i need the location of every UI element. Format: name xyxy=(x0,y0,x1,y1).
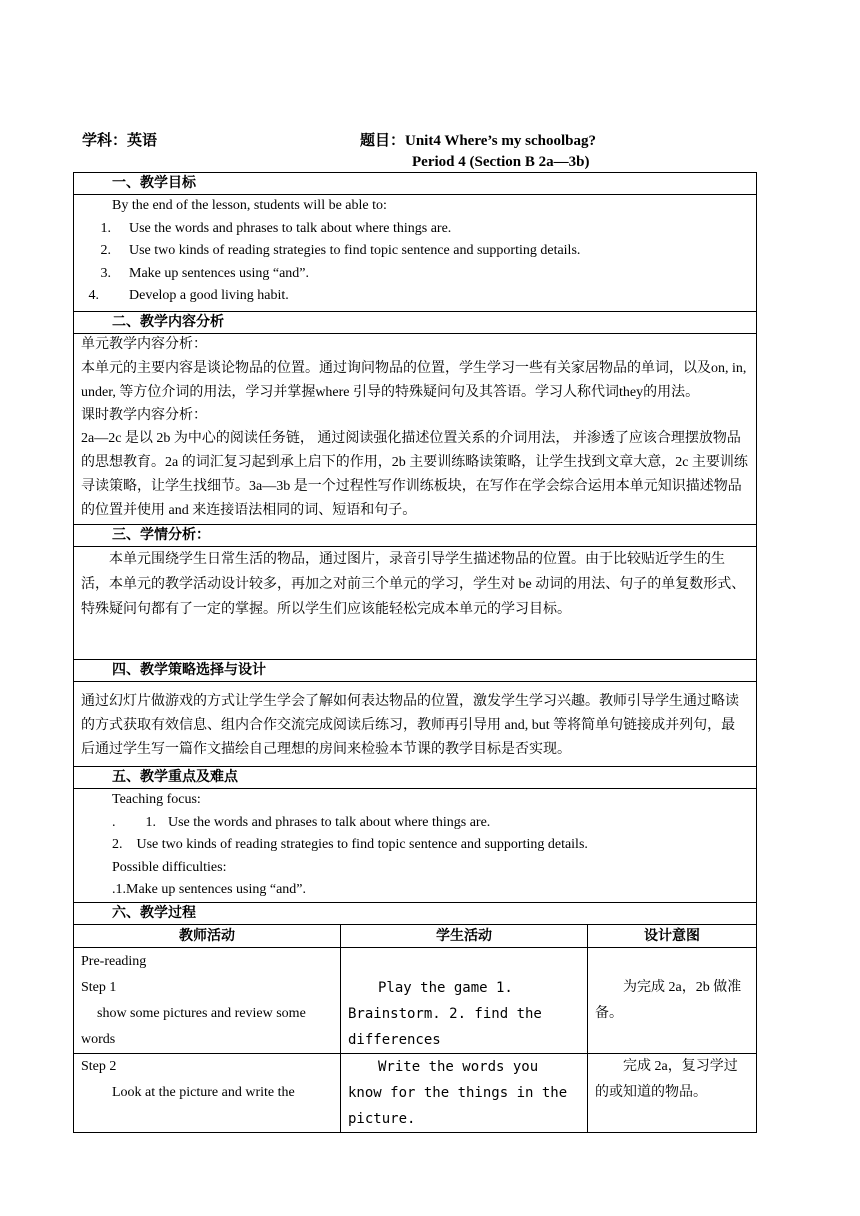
difficulties-label: Possible difficulties: xyxy=(112,859,227,875)
teacher-activity: Look at the picture and write the xyxy=(112,1084,295,1100)
table-row xyxy=(74,947,757,1053)
col-header-teacher: 教师活动 xyxy=(74,924,341,947)
topic-title: 题目：Unit4 Where’s my schoolbag? xyxy=(360,133,596,149)
unit-analysis-text: 本单元的主要内容是谈论物品的位置。通过询问物品的位置，学生学习一些有关家居物品的单词，以及on, in, under, 等方位介词的用法，学习并掌握where 引导的特殊疑问句及其答语。学习人称代词they的用法。 xyxy=(81,360,747,400)
section-1-body xyxy=(74,195,757,312)
teacher-activity-cell xyxy=(74,947,341,1053)
section-4-title: 四、教学策略选择与设计 xyxy=(74,660,757,682)
section-2-body xyxy=(74,334,757,525)
col-header-intent: 设计意图 xyxy=(588,924,757,947)
subject-label: 学科：英语 xyxy=(82,133,158,149)
objective-item: 2. Use two kinds of reading strategies to find topic sentence and supporting details. xyxy=(100,243,581,258)
period-title: Period 4 (Section B 2a—3b) xyxy=(412,154,590,170)
objectives-intro: By the end of the lesson, students will be able to: xyxy=(112,198,387,213)
section-5-body xyxy=(74,789,757,903)
phase-label: Pre-reading xyxy=(81,953,147,969)
unit-analysis-label: 单元教学内容分析： xyxy=(81,337,207,352)
design-intent: 完成 2a，复习学过的或知道的物品。 xyxy=(588,1053,757,1132)
table-row xyxy=(74,1053,757,1132)
section-1-title: 一、教学目标 xyxy=(74,173,757,195)
section-4-body xyxy=(74,682,757,767)
strategy-text: 通过幻灯片做游戏的方式让学生学会了解如何表达物品的位置，激发学生学习兴趣。教师引导学生通过略读的方式获取有效信息、组内合作交流完成阅读后练习，教师再引导用 and, but 等将简单句链接成并列句，最后通过学生写一篇作文描绘自己理想的房间来检验本节课的教学目标是否实现。 xyxy=(81,694,739,757)
objective-item: 1. Use the words and phrases to talk about where things are. xyxy=(100,220,452,236)
section-5-title: 五、教学重点及难点 xyxy=(74,767,757,789)
objective-item: 4. Develop a good living habit. xyxy=(88,288,289,303)
section-3-body: 本单元围绕学生日常生活的物品，通过图片，录音引导学生描述物品的位置。由于比较贴近学生的生活，本单元的教学活动设计较多，再加之对前三个单元的学习，学生对 be 动词的用法、句子的单复数形式、特殊疑问句都有了一定的掌握。所以学生们应该能轻松完成本单元的学习目标。 xyxy=(74,547,757,660)
section-2-title: 二、教学内容分析 xyxy=(74,312,757,334)
design-intent: 为完成 2a，2b 做准备。 xyxy=(588,947,757,1053)
focus-item-2: 2. Use two kinds of reading strategies to find topic sentence and supporting details. xyxy=(112,837,588,852)
lesson-plan-table xyxy=(73,172,757,1133)
lesson-analysis-text: 2a—2c 是以 2b 为中心的阅读任务链， 通过阅读强化描述位置关系的介词用法， 并渗透了应该合理摆放物品的思想教育。2a 的词汇复习起到承上启下的作用，2b 主要训练略读策略，让学生找到文章大意，2c 主要训练寻读策略，让学生找细节。3a—3b 是一个过程性写作训练板块，在写作在学会综合运用本单元知识描述物品的位置并使用 and 来连接语法相同的词、短语和句子。 xyxy=(81,431,748,518)
difficulty-item-1: .1.Make up sentences using “and”. xyxy=(112,882,306,897)
student-activity: Write the words you know for the things in the picture. xyxy=(341,1053,588,1132)
step-label: Step 1 xyxy=(81,979,117,995)
teacher-activity: show some pictures and review some words xyxy=(81,1005,306,1047)
col-header-student: 学生活动 xyxy=(341,924,588,947)
step-label: Step 2 xyxy=(81,1058,117,1074)
student-activity: Play the game 1. Brainstorm. 2. find the differences xyxy=(341,947,588,1053)
section-3-title: 三、学情分析： xyxy=(74,525,757,547)
teaching-focus-label: Teaching focus: xyxy=(112,792,201,807)
objective-item: 3. Make up sentences using “and”. xyxy=(100,265,309,281)
section-6-title: 六、教学过程 xyxy=(74,902,757,924)
teacher-activity-cell xyxy=(74,1053,341,1132)
lesson-analysis-label: 课时教学内容分析： xyxy=(81,407,207,423)
focus-item-1: . 1. Use the words and phrases to talk about where things are. xyxy=(112,814,491,830)
